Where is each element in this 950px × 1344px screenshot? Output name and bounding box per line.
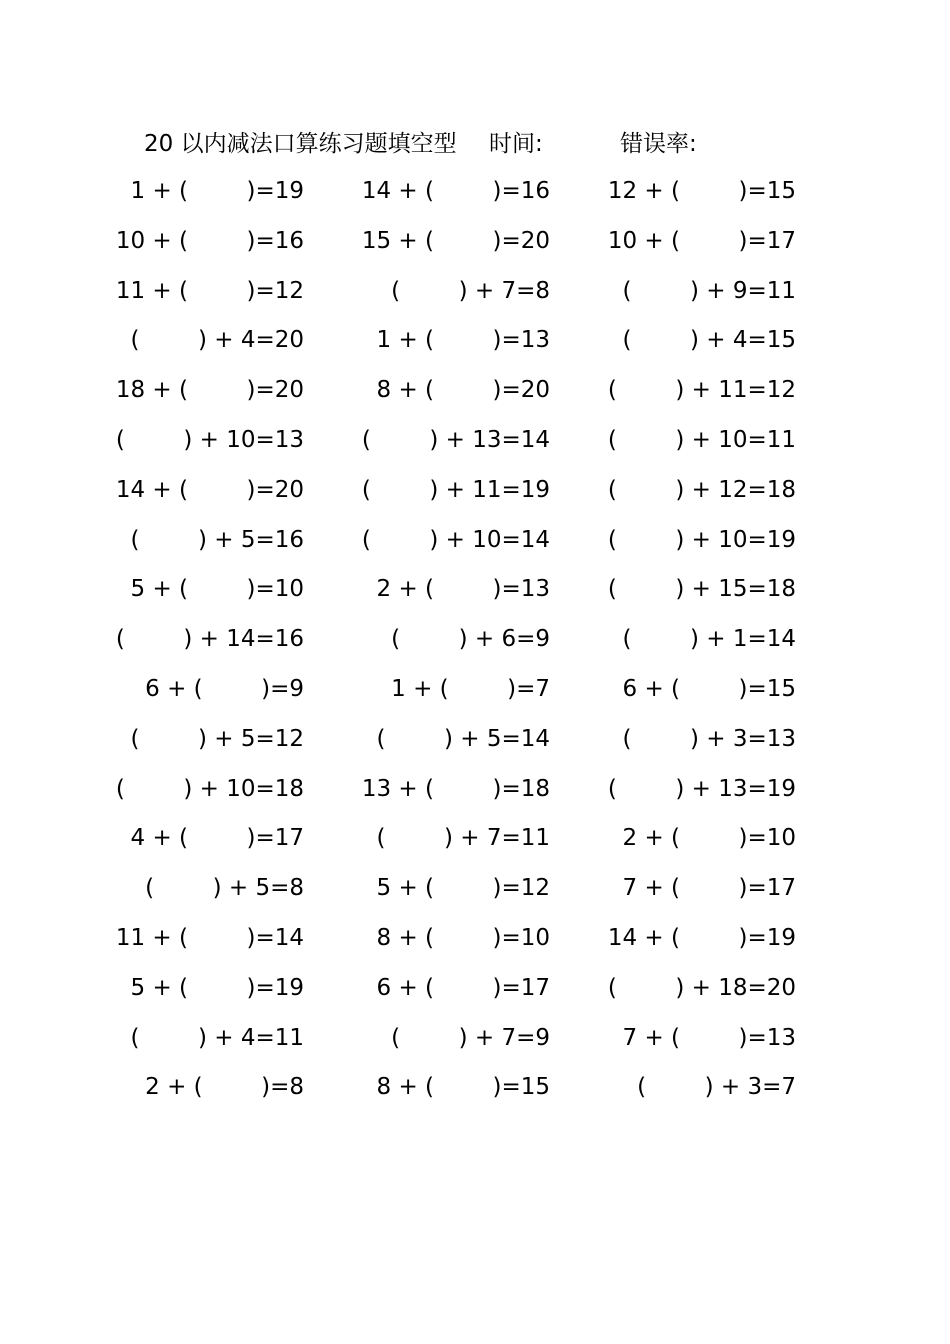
problem-item: 10 + ( )=17 — [607, 227, 796, 254]
problem-item: 12 + ( )=15 — [607, 178, 796, 204]
problem-item: ( ) + 6=9 — [391, 626, 550, 653]
problem-item: ( ) + 4=20 — [130, 327, 304, 354]
problem-item: ( ) + 4=15 — [622, 327, 796, 354]
problem-row — [0, 968, 950, 1018]
problem-item: 1 + ( )=7 — [391, 675, 550, 702]
problem-item: ( ) + 10=14 — [361, 526, 550, 553]
problem-row — [0, 320, 950, 370]
problem-item: 6 + ( )=17 — [376, 974, 550, 1001]
problem-item: 4 + ( )=17 — [130, 825, 304, 852]
problem-row — [0, 569, 950, 619]
problem-item: 5 + ( )=19 — [130, 974, 304, 1001]
problem-row — [0, 669, 950, 719]
problem-item: 2 + ( )=8 — [145, 1074, 304, 1101]
problem-item: ( ) + 3=7 — [637, 1074, 796, 1101]
problem-item: ( ) + 11=19 — [361, 476, 550, 503]
error-rate-label: 错误率: — [620, 131, 697, 157]
problem-row — [0, 370, 950, 420]
problem-row — [0, 769, 950, 819]
problem-item: ( ) + 13=19 — [607, 775, 796, 802]
problem-item: 14 + ( )=20 — [115, 476, 304, 503]
problem-item: 10 + ( )=16 — [115, 227, 304, 254]
problem-item: ( ) + 12=18 — [607, 476, 796, 503]
problem-item: 18 + ( )=20 — [115, 377, 304, 404]
problem-item: ( ) + 7=9 — [391, 1024, 550, 1051]
problem-row — [0, 271, 950, 321]
problem-item: ( ) + 1=14 — [622, 626, 796, 653]
problem-item: ( ) + 11=12 — [607, 377, 796, 404]
problem-item: ( ) + 10=13 — [115, 426, 304, 453]
problem-item: ( ) + 13=14 — [361, 426, 550, 453]
problem-row — [0, 1018, 950, 1068]
problem-item: ( ) + 14=16 — [115, 626, 304, 653]
problem-item: 2 + ( )=10 — [622, 825, 796, 852]
problem-item: ( ) + 9=11 — [622, 277, 796, 304]
problem-item: ( ) + 7=11 — [376, 825, 550, 852]
problem-item: ( ) + 4=11 — [130, 1024, 304, 1051]
problem-item: ( ) + 15=18 — [607, 576, 796, 603]
problem-row — [0, 719, 950, 769]
problem-item: 11 + ( )=12 — [115, 277, 304, 304]
problem-item: 14 + ( )=16 — [361, 178, 550, 204]
problem-item: 5 + ( )=12 — [376, 875, 550, 902]
problem-item: ( ) + 10=11 — [607, 426, 796, 453]
problem-item: ( ) + 5=16 — [130, 526, 304, 553]
problem-item: 8 + ( )=15 — [376, 1074, 550, 1101]
problem-item: 6 + ( )=15 — [622, 675, 796, 702]
problem-row — [0, 221, 950, 271]
problem-row — [0, 520, 950, 570]
problem-item: 13 + ( )=18 — [361, 775, 550, 802]
problem-item: ( ) + 3=13 — [622, 725, 796, 752]
problem-row — [0, 818, 950, 868]
problem-row — [0, 171, 950, 221]
problem-item: 5 + ( )=10 — [130, 576, 304, 603]
problem-item: 8 + ( )=10 — [376, 924, 550, 951]
problem-item: 1 + ( )=19 — [130, 178, 304, 204]
problem-item: 6 + ( )=9 — [145, 675, 304, 702]
problem-item: ( ) + 10=18 — [115, 775, 304, 802]
problem-item: 11 + ( )=14 — [115, 924, 304, 951]
worksheet-title: 20 以内减法口算练习题填空型 — [144, 131, 457, 157]
problem-item: ( ) + 7=8 — [391, 277, 550, 304]
problem-row — [0, 619, 950, 669]
problem-item: 7 + ( )=17 — [622, 875, 796, 902]
problem-item: 15 + ( )=20 — [361, 227, 550, 254]
problem-item: 1 + ( )=13 — [376, 327, 550, 354]
problem-row — [0, 470, 950, 520]
problem-item: ( ) + 10=19 — [607, 526, 796, 553]
problem-item: ( ) + 5=14 — [376, 725, 550, 752]
problem-item: ( ) + 5=12 — [130, 725, 304, 752]
problem-item: 2 + ( )=13 — [376, 576, 550, 603]
problem-item: 14 + ( )=19 — [607, 924, 796, 951]
problem-row — [0, 1067, 950, 1117]
problem-item: ( ) + 18=20 — [607, 974, 796, 1001]
problem-item: 7 + ( )=13 — [622, 1024, 796, 1051]
problem-grid — [0, 171, 950, 1117]
problem-item: ( ) + 5=8 — [145, 875, 304, 902]
problem-item: 8 + ( )=20 — [376, 377, 550, 404]
worksheet-header — [0, 124, 950, 164]
problem-row — [0, 918, 950, 968]
problem-row — [0, 420, 950, 470]
problem-row — [0, 868, 950, 918]
time-label: 时间: — [489, 131, 543, 157]
